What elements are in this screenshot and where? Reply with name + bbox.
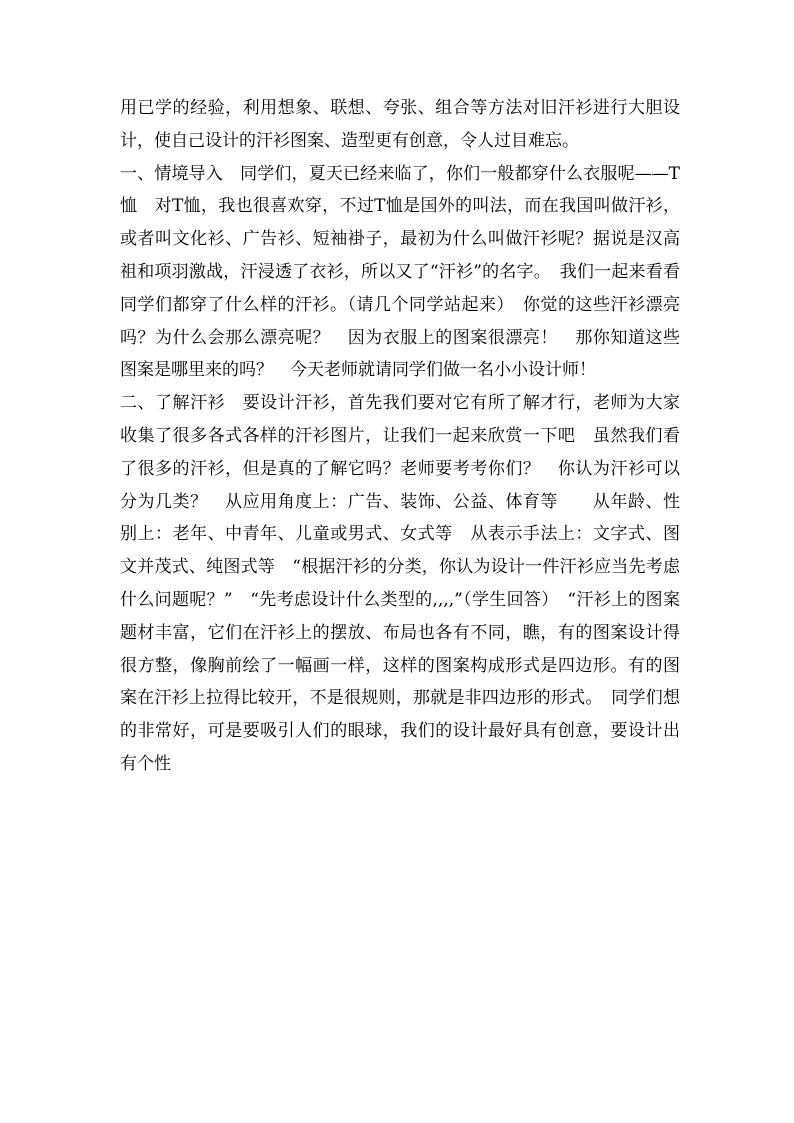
- paragraph-intro: 用已学的经验，利用想象、联想、夸张、组合等方法对旧汗衫进行大胆设计，使自己设计的汗衫图案、造型更有创意，令人过目难忘。: [120, 98, 680, 151]
- document-page: [120, 92, 680, 781]
- paragraph-section-one: 一、情境导入 同学们，夏天已经来临了，你们一般都穿什么衣服呢——T恤 对T恤，我也很喜欢穿，不过T恤是国外的叫法，而在我国叫做汗衫，或者叫文化衫、广告衫、短袖褂子，最初为什么叫做汗衫呢？据说是汉高祖和项羽激战，汗浸透了衣衫，所以又了“汗衫”的名字。 我们一起来看看同学们都穿了什么样的汗衫。（请几个同学站起来） 你觉的这些汗衫漂亮吗？为什么会那么漂亮呢？ 因为衣服上的图案很漂亮！ 那你知道这些图案是哪里来的吗？ 今天老师就请同学们做一名小小设计师！: [120, 163, 680, 381]
- paragraph-section-two: 二、了解汗衫 要设计汗衫，首先我们要对它有所了解才行，老师为大家收集了很多各式各样的汗衫图片，让我们一起来欣赏一下吧 虽然我们看了很多的汗衫，但是真的了解它吗？老师要考考你们？ 你认为汗衫可以分为几类？ 从应用角度上：广告、装饰、公益、体育等 从年龄、性别上：老年、中青年、儿童或男式、女式等 从表示手法上：文字式、图文并茂式、纯图式等 “根据汗衫的分类，你认为设计一件汗衫应当先考虑什么问题呢？” “先考虑设计什么类型的,,,,”（学生回答） “汗衫上的图案题材丰富，它们在汗衫上的摆放、布局也各有不同，瞧，有的图案设计得很方整，像胸前绘了一幅画一样，这样的图案构成形式是四边形。有的图案在汗衫上拉得比较开，不是很规则，那就是非四边形的形式。 同学们想的非常好，可是要吸引人们的眼球，我们的设计最好具有创意，要设计出有个性: [120, 393, 680, 774]
